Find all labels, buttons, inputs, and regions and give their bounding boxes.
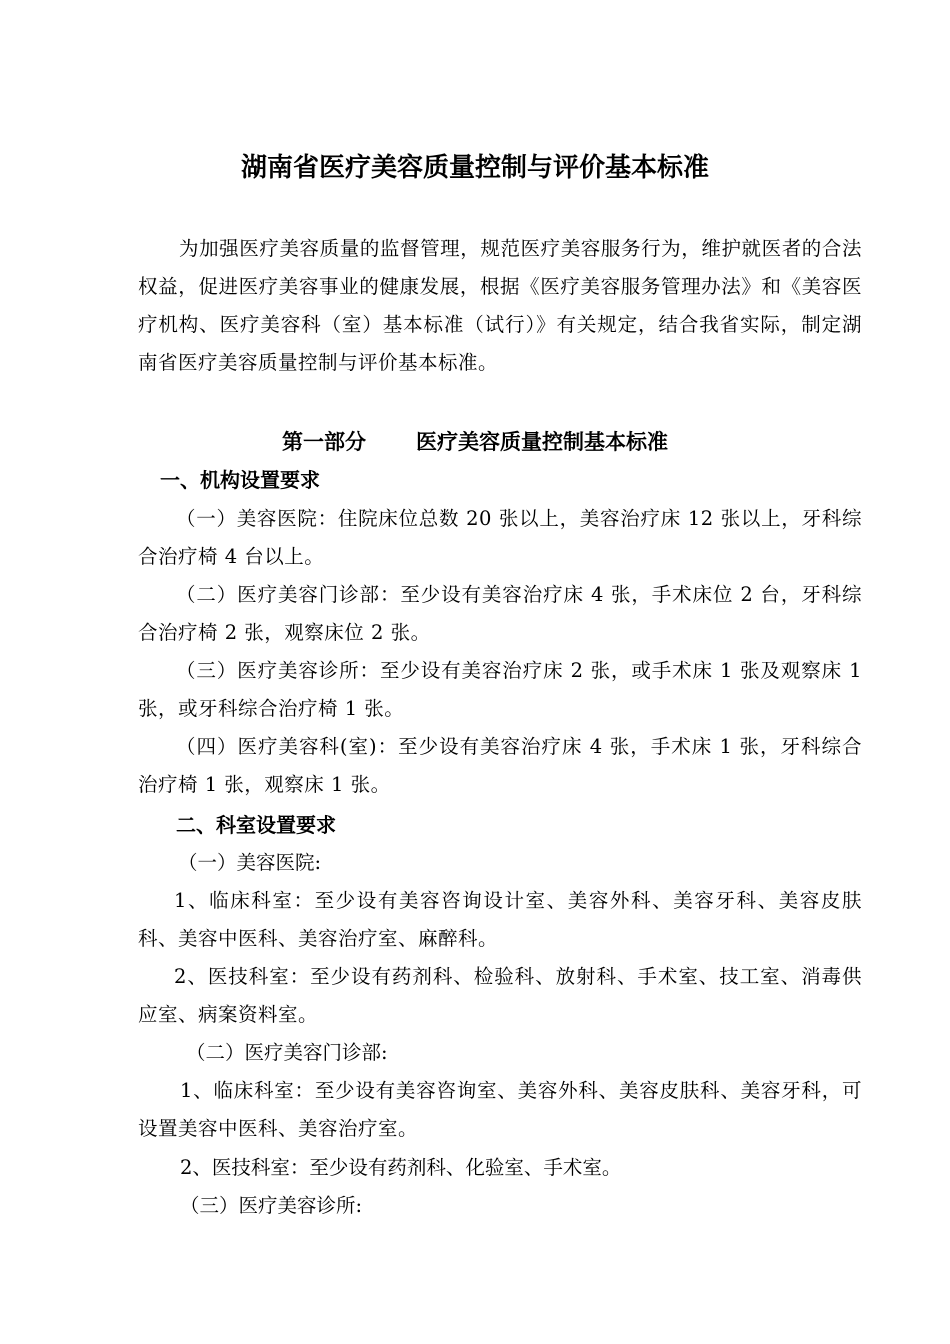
institution-item-department: （四）医疗美容科(室)：至少设有美容治疗床 4 张，手术床 1 张，牙科综合治疗椅 1 张，观察床 1 张。: [138, 735, 862, 796]
subsection-heading-clinic: （三）医疗美容诊所:: [180, 1194, 363, 1217]
part-label: 第一部分: [282, 429, 366, 454]
institution-item-clinic: （三）医疗美容诊所：至少设有美容治疗床 2 张，或手术床 1 张及观察床 1 张，或牙科综合治疗椅 1 张。: [138, 659, 862, 720]
intro-paragraph: 为加强医疗美容质量的监督管理，规范医疗美容服务行为，维护就医者的合法权益，促进医疗美容事业的健康发展，根据《医疗美容服务管理办法》和《美容医疗机构、医疗美容科（室）基本标准（试行）》有关规定，结合我省实际，制定湖南省医疗美容质量控制与评价基本标准。: [138, 237, 862, 374]
hospital-technical-depts: 2、医技科室：至少设有药剂科、检验科、放射科、手术室、技工室、消毒供应室、病案资料室。: [138, 965, 862, 1026]
section-heading-institution: 一、机构设置要求: [160, 468, 320, 492]
subsection-heading-hospital: （一）美容医院:: [178, 851, 322, 874]
part-heading: [0, 424, 950, 460]
part-title: 医疗美容质量控制基本标准: [416, 429, 668, 454]
subsection-heading-clinic-dept: （二）医疗美容门诊部:: [186, 1041, 388, 1064]
clinic-dept-clinical-depts: 1、临床科室：至少设有美容咨询室、美容外科、美容皮肤科、美容牙科，可设置美容中医科、美容治疗室。: [138, 1079, 862, 1140]
clinic-dept-technical-depts: 2、医技科室：至少设有药剂科、化验室、手术室。: [180, 1156, 622, 1179]
section-heading-departments: 二、科室设置要求: [176, 813, 336, 837]
hospital-clinical-depts: 1、临床科室：至少设有美容咨询设计室、美容外科、美容牙科、美容皮肤科、美容中医科、美容治疗室、麻醉科。: [138, 889, 862, 950]
document-title: 湖南省医疗美容质量控制与评价基本标准: [240, 153, 709, 183]
institution-item-clinic-dept: （二）医疗美容门诊部：至少设有美容治疗床 4 张，手术床位 2 台，牙科综合治疗椅 2 张，观察床位 2 张。: [138, 583, 862, 644]
institution-item-hospital: （一）美容医院：住院床位总数 20 张以上，美容治疗床 12 张以上，牙科综合治疗椅 4 台以上。: [138, 507, 862, 568]
